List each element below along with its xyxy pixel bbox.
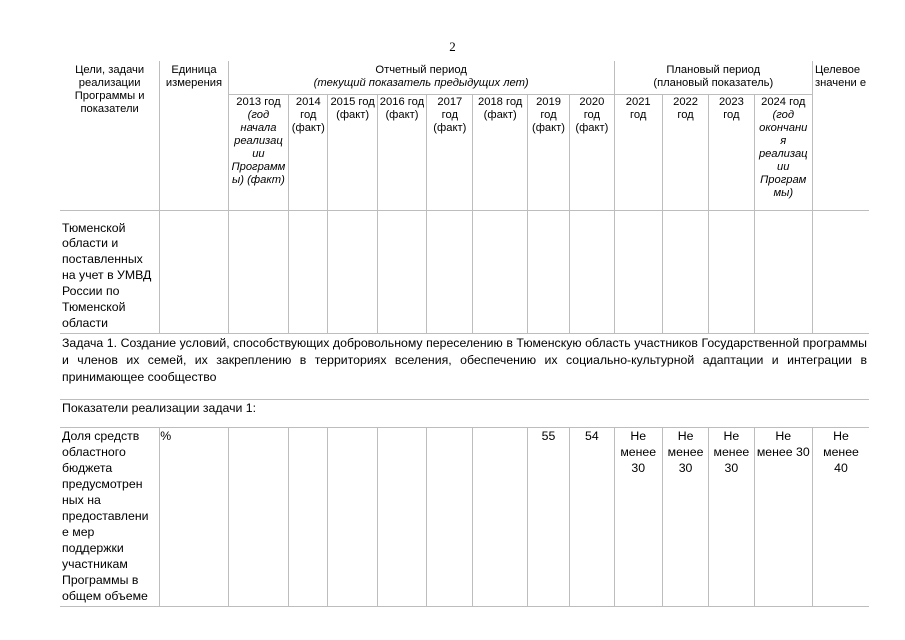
value-2020: 54 [570,428,614,607]
task-row [60,334,869,400]
report-period-title: Отчетный период [375,64,467,76]
value-2019: 55 [527,428,569,607]
indicators-title: Показатели реализации задачи 1: [60,400,869,428]
continued-row-cell [754,210,812,334]
unit-column-header: Единица измерения [160,61,229,210]
plan-period-title: Плановый период [666,64,761,76]
continued-row-cell [527,210,569,334]
plan-period-header [614,61,812,94]
indicator-unit: % [160,428,229,607]
continued-row [60,210,869,334]
indicator-name: Доля средств областного бюджета предусмотрен ных на предоставлени е мер поддержки участникам Программы в общем объеме [60,428,160,607]
continued-row-cell [328,210,377,334]
continued-row-cell [812,210,869,334]
report-period-subtitle: (текущий показатель предыдущих лет) [313,77,529,90]
year-2018-header: 2018 год (факт) [473,94,527,210]
target-column-header: Целевое значени е [812,61,869,210]
indicators-table [60,61,869,607]
indicators-title-row [60,400,869,428]
year-2013-header: 2013 год (год начала реализац ии Программ ы) (факт) [228,94,288,210]
value-2024: Не менее 30 [754,428,812,607]
value-2015 [328,428,377,607]
continued-row-cell [570,210,614,334]
year-2014-header: 2014 год (факт) [289,94,328,210]
target-value: Не менее 40 [812,428,869,607]
value-2022: Не менее 30 [662,428,708,607]
value-2014 [289,428,328,607]
value-2018 [473,428,527,607]
continued-row-cell [289,210,328,334]
continued-row-cell [614,210,662,334]
year-2020-header: 2020 год (факт) [570,94,614,210]
continued-row-cell [427,210,473,334]
continued-row-text: Тюменской области и поставленных на учет в УМВД России по Тюменской области [60,210,160,334]
continued-row-cell [709,210,754,334]
goals-column-header: Цели, задачи реализации Программы и показатели [60,61,160,210]
continued-row-cell [662,210,708,334]
year-2019-header: 2019 год (факт) [527,94,569,210]
year-2017-header: 2017 год (факт) [427,94,473,210]
year-2015-header: 2015 год (факт) [328,94,377,210]
continued-row-cell [160,210,229,334]
continued-row-cell [228,210,288,334]
value-2021: Не менее 30 [614,428,662,607]
report-period-header [228,61,614,94]
value-2023: Не менее 30 [709,428,754,607]
year-2022-header: 2022 год [662,94,708,210]
year-2016-header: 2016 год (факт) [377,94,426,210]
continued-row-cell [473,210,527,334]
value-2017 [427,428,473,607]
indicator-row [60,428,869,607]
value-2013 [228,428,288,607]
page-number: 2 [449,39,456,54]
continued-row-cell [377,210,426,334]
value-2016 [377,428,426,607]
plan-period-subtitle: (плановый показатель) [653,77,774,90]
year-2021-header: 2021 год [614,94,662,210]
header-row-1 [60,61,869,94]
task-1-text: Задача 1. Создание условий, способствующих добровольному переселению в Тюменскую область участников Государственной программы и членов их семей, их закреплению в территориях вселения, обеспечению их социально-культурной адаптации и интеграции в принимающее сообщество [60,334,869,400]
year-2023-header: 2023 год [709,94,754,210]
year-2024-header: 2024 год (год окончани я реализац ии Програм мы) [754,94,812,210]
